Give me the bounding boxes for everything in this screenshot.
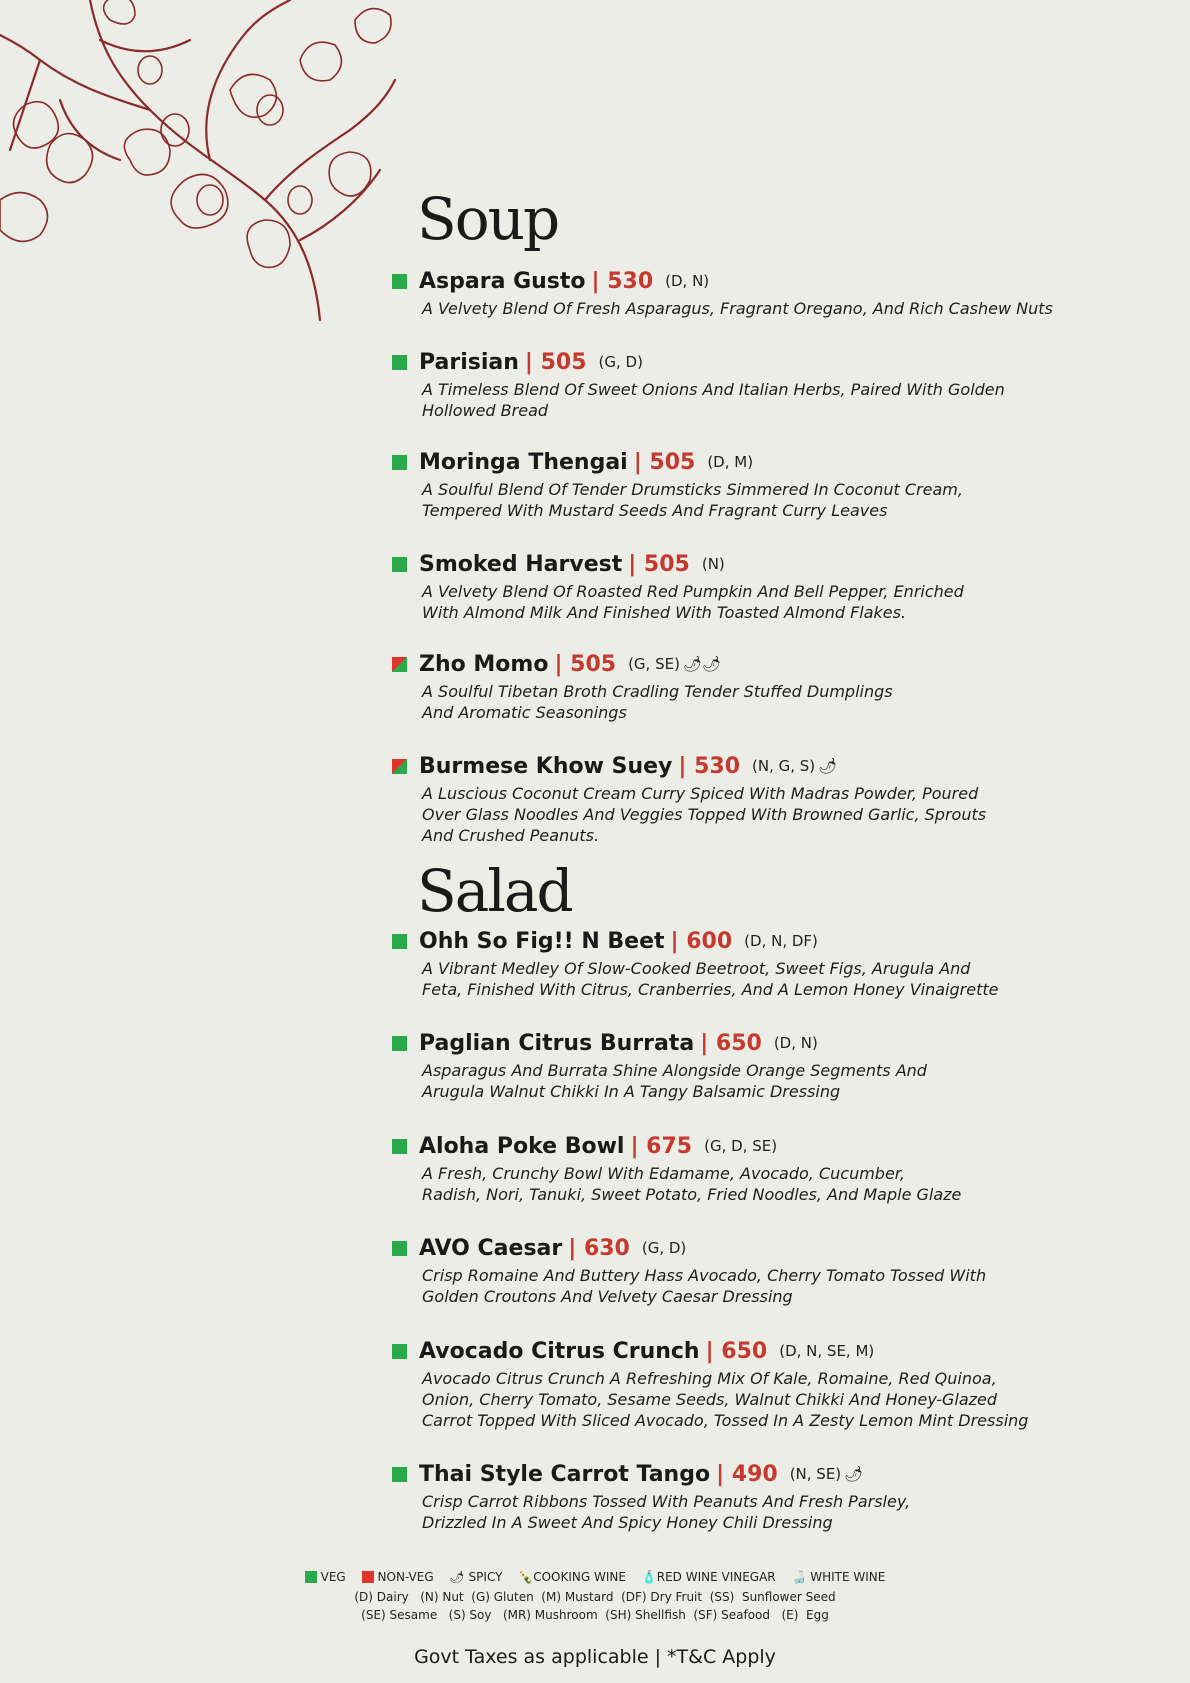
chili-icon: 🌶🌶	[682, 655, 722, 673]
menu-item	[392, 1459, 1122, 1533]
desc-line: Crisp Carrot Ribbons Tossed With Peanuts And Fresh Parsley,	[422, 1492, 911, 1511]
desc-line: Carrot Topped With Sliced Avocado, Tossed In A Zesty Lemon Mint Dressing	[422, 1411, 1029, 1430]
vinegar-bottle-icon: 🧴	[641, 1570, 657, 1584]
veg-marker-icon	[392, 274, 407, 289]
item-allergens: (D, N)	[773, 1034, 818, 1052]
desc-line: A Soulful Blend Of Tender Drumsticks Simmered In Coconut Cream,	[422, 480, 963, 499]
desc-line: Avocado Citrus Crunch A Refreshing Mix Of Kale, Romaine, Red Quinoa,	[422, 1369, 997, 1388]
item-price: | 600	[670, 928, 733, 954]
item-allergens: (G, D)	[598, 353, 643, 371]
menu-item	[392, 1233, 1122, 1307]
item-price: | 505	[628, 551, 690, 577]
section-title-soup: Soup	[417, 185, 559, 253]
desc-line: Hollowed Bread	[422, 401, 549, 420]
legend-allergens-line-2: (SE) Sesame (S) Soy (MR) Mushroom (SH) Shellfish (SF) Seafood (E) Egg	[361, 1608, 829, 1622]
item-price: | 505	[524, 349, 587, 375]
desc-line: Asparagus And Burrata Shine Alongside Orange Segments And	[422, 1061, 927, 1080]
desc-line: A Velvety Blend Of Roasted Red Pumpkin And Bell Pepper, Enriched	[422, 582, 964, 601]
item-allergens: (D, N, SE, M)	[779, 1342, 875, 1360]
nonveg-marker-icon	[392, 657, 407, 672]
item-allergens: (N, G, S)	[752, 757, 816, 775]
veg-marker-icon	[392, 1344, 407, 1359]
menu-item	[392, 1131, 1122, 1205]
veg-marker-icon	[392, 355, 407, 370]
item-description	[422, 1060, 1122, 1102]
item-allergens: (D, N, DF)	[744, 932, 818, 950]
item-description	[422, 958, 1122, 1000]
veg-marker-icon	[392, 1241, 407, 1256]
item-name: Aloha Poke Bowl	[419, 1133, 625, 1159]
item-name: Parisian	[419, 349, 519, 375]
item-description	[422, 1163, 1122, 1205]
desc-line: Radish, Nori, Tanuki, Sweet Potato, Fried Noodles, And Maple Glaze	[422, 1185, 962, 1204]
chili-icon: 🌶	[818, 757, 838, 775]
legend-allergens-line-1: (D) Dairy (N) Nut (G) Gluten (M) Mustard (DF) Dry Fruit (SS) Sunflower Seed	[354, 1590, 836, 1604]
desc-line: Golden Croutons And Velvety Caesar Dressing	[422, 1287, 793, 1306]
desc-line: And Crushed Peanuts.	[422, 826, 600, 845]
fig-branch-illustration	[0, 0, 410, 330]
desc-line: Onion, Cherry Tomato, Sesame Seeds, Walnut Chikki And Honey-Glazed	[422, 1390, 998, 1409]
item-price: | 650	[700, 1030, 762, 1056]
desc-line: And Aromatic Seasonings	[422, 703, 627, 722]
footer-note: Govt Taxes as applicable | *T&C Apply	[414, 1646, 776, 1668]
menu-item	[392, 266, 1122, 319]
veg-marker-icon	[392, 1036, 407, 1051]
menu-item	[392, 1336, 1122, 1431]
item-description	[422, 581, 1122, 623]
item-allergens: (N, SE)	[789, 1465, 842, 1483]
menu-item	[392, 1028, 1122, 1102]
desc-line: With Almond Milk And Finished With Toasted Almond Flakes.	[422, 603, 907, 622]
legend-symbols	[0, 1570, 1190, 1584]
legend-nonveg: NON-VEG	[377, 1570, 434, 1584]
desc-line: Over Glass Noodles And Veggies Topped With Browned Garlic, Sprouts	[422, 805, 987, 824]
item-name: Zho Momo	[419, 651, 549, 677]
item-name: Avocado Citrus Crunch	[419, 1338, 700, 1364]
item-name: Thai Style Carrot Tango	[419, 1461, 711, 1487]
desc-line: A Timeless Blend Of Sweet Onions And Italian Herbs, Paired With Golden	[422, 380, 1005, 399]
item-name: Aspara Gusto	[419, 268, 586, 294]
item-description	[422, 681, 1122, 723]
item-price: | 530	[591, 268, 654, 294]
veg-marker-icon	[392, 557, 407, 572]
menu-item	[392, 751, 1122, 846]
chili-icon: 🌶	[844, 1465, 864, 1483]
item-price: | 675	[630, 1133, 693, 1159]
item-description	[422, 479, 1122, 521]
legend-veg: VEG	[320, 1570, 346, 1584]
item-allergens: (D, M)	[707, 453, 754, 471]
item-name: Smoked Harvest	[419, 551, 623, 577]
item-name: Paglian Citrus Burrata	[419, 1030, 695, 1056]
menu-item	[392, 447, 1122, 521]
desc-line: A Vibrant Medley Of Slow-Cooked Beetroot, Sweet Figs, Arugula And	[422, 959, 971, 978]
item-allergens: (G, D, SE)	[704, 1137, 778, 1155]
item-allergens: (D, N)	[665, 272, 710, 290]
desc-line: A Luscious Coconut Cream Curry Spiced With Madras Powder, Poured	[422, 784, 979, 803]
item-description	[422, 1491, 1122, 1533]
wine-bottle-icon: 🍾	[518, 1570, 534, 1584]
legend-spicy: SPICY	[468, 1570, 503, 1584]
chili-icon: 🌶	[449, 1570, 465, 1584]
legend-red-wine-vinegar: RED WINE VINEGAR	[656, 1570, 776, 1584]
desc-line: Drizzled In A Sweet And Spicy Honey Chili Dressing	[422, 1513, 833, 1532]
veg-marker-icon	[392, 455, 407, 470]
desc-line: A Soulful Tibetan Broth Cradling Tender Stuffed Dumplings	[422, 682, 893, 701]
veg-marker-icon	[392, 934, 407, 949]
item-name: Moringa Thengai	[419, 449, 628, 475]
item-name: Burmese Khow Suey	[419, 753, 673, 779]
desc-line: Arugula Walnut Chikki In A Tangy Balsamic Dressing	[422, 1082, 841, 1101]
veg-marker-icon	[392, 1139, 407, 1154]
desc-line: Crisp Romaine And Buttery Hass Avocado, Cherry Tomato Tossed With	[422, 1266, 987, 1285]
item-price: | 530	[678, 753, 741, 779]
desc-line: Feta, Finished With Citrus, Cranberries, And A Lemon Honey Vinaigrette	[422, 980, 999, 999]
menu-item	[392, 926, 1122, 1000]
item-description	[422, 298, 1122, 319]
item-allergens: (N)	[701, 555, 725, 573]
item-price: | 505	[554, 651, 617, 677]
item-description	[422, 1368, 1122, 1431]
nonveg-legend-icon	[362, 1571, 374, 1583]
item-price: | 650	[705, 1338, 768, 1364]
menu-item	[392, 649, 1122, 723]
veg-marker-icon	[392, 1467, 407, 1482]
item-allergens: (G, SE)	[628, 655, 680, 673]
legend-white-wine: WHITE WINE	[810, 1570, 886, 1584]
veg-legend-icon	[305, 1571, 317, 1583]
white-wine-bottle-icon: 🍶	[791, 1570, 807, 1584]
section-title-salad: Salad	[417, 857, 572, 925]
menu-item	[392, 347, 1122, 421]
item-description	[422, 1265, 1122, 1307]
item-price: | 630	[568, 1235, 630, 1261]
menu-item	[392, 549, 1122, 623]
item-description	[422, 783, 1122, 846]
desc-line: Tempered With Mustard Seeds And Fragrant Curry Leaves	[422, 501, 888, 520]
legend-cooking-wine: COOKING WINE	[533, 1570, 626, 1584]
desc-line: A Velvety Blend Of Fresh Asparagus, Fragrant Oregano, And Rich Cashew Nuts	[422, 299, 1053, 318]
item-allergens: (G, D)	[641, 1239, 687, 1257]
item-description	[422, 379, 1122, 421]
nonveg-marker-icon	[392, 759, 407, 774]
item-price: | 505	[633, 449, 696, 475]
item-price: | 490	[716, 1461, 778, 1487]
desc-line: A Fresh, Crunchy Bowl With Edamame, Avocado, Cucumber,	[422, 1164, 905, 1183]
item-name: AVO Caesar	[419, 1235, 563, 1261]
item-name: Ohh So Fig!! N Beet	[419, 928, 665, 954]
